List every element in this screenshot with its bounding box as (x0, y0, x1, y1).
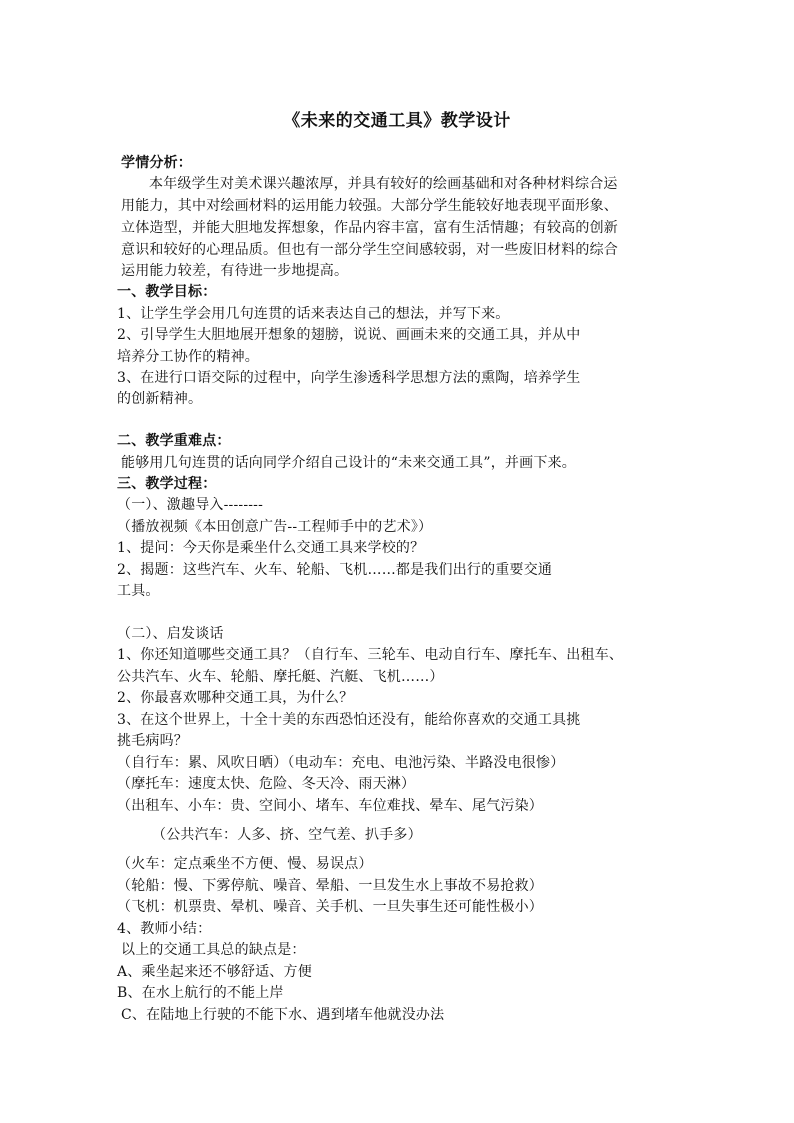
paragraph-line: 2、引导学生大胆地展开想象的翅膀，说说、画画未来的交通工具，并从中 (117, 327, 581, 343)
paragraph-line: （火车：定点乘坐不方便、慢、易误点） (117, 856, 373, 872)
paragraph-line: A、乘坐起来还不够舒适、方便 (117, 964, 312, 980)
paragraph-line: （自行车：累、风吹日晒）（电动车：充电、电池污染、半路没电很惨） (117, 755, 565, 771)
paragraph-line: （摩托车：速度太快、危险、冬天冷、雨天淋） (117, 776, 416, 792)
paragraph-line: C、在陆地上行驶的不能下水、遇到堵车他就没办法 (121, 1007, 445, 1023)
paragraph-line: 公共汽车、火车、轮船、摩托艇、汽艇、飞机……） (117, 669, 444, 685)
paragraph-line: （轮船：慢、下雾停航、噪音、晕船、一旦发生水上事故不易抢救） (117, 878, 543, 894)
paragraph-line: B、在水上航行的不能上岸 (117, 985, 284, 1001)
paragraph-line: 用能力，其中对绘画材料的运用能力较强。大部分学生能较好地表现平面形象、 (121, 198, 618, 214)
section-heading: 学情分析： (121, 155, 192, 171)
paragraph-line: 1、让学生学会用几句连贯的话来表达自己的想法，并写下来。 (117, 306, 510, 322)
paragraph-line: 能够用几句连贯的话向同学介绍自己设计的“未来交通工具”，并画下来。 (121, 455, 576, 471)
paragraph-line: 以上的交通工具总的缺点是： (121, 942, 306, 958)
paragraph-line: （公共汽车：人多、挤、空气差、扒手多） (152, 827, 422, 843)
paragraph-line: 2、揭题：这些汽车、火车、轮船、飞机……都是我们出行的重要交通 (117, 562, 553, 578)
paragraph-line: 1、你还知道哪些交通工具？（自行车、三轮车、电动自行车、摩托车、出租车、 (117, 647, 624, 663)
paragraph-line: 的创新精神。 (117, 391, 203, 407)
paragraph-line: 4、教师小结： (117, 921, 212, 937)
paragraph-line: 意识和较好的心理品质。但也有一部分学生空间感较弱，对一些废旧材料的综合 (121, 242, 618, 258)
paragraph-line: 3、在进行口语交际的过程中，向学生渗透科学思想方法的熏陶，培养学生 (117, 370, 581, 386)
paragraph-line: 立体造型，并能大胆地发挥想象，作品内容丰富，富有生活情趣；有较高的创新 (121, 220, 618, 236)
section-heading: 二、教学重难点： (117, 433, 231, 449)
paragraph-line: （播放视频《本田创意广告--工程师手中的艺术》） (117, 519, 433, 535)
section-heading: 三、教学过程： (117, 476, 217, 492)
paragraph-line: （飞机：机票贵、晕机、噪音、关手机、一旦失事生还可能性极小） (117, 899, 543, 915)
paragraph-line: 挑毛病吗？ (117, 733, 188, 749)
paragraph-line: 本年级学生对美术课兴趣浓厚，并具有较好的绘画基础和对各种材料综合运 (149, 176, 618, 192)
paragraph-line: （一）、激趣导入-------- (117, 497, 264, 513)
document-title: 《未来的交通工具》教学设计 (283, 111, 511, 131)
paragraph-line: 运用能力较差，有待进一步地提高。 (121, 263, 349, 279)
paragraph-line: （出租车、小车：贵、空间小、堵车、车位难找、晕车、尾气污染） (117, 798, 543, 814)
paragraph-line: 3、在这个世界上，十全十美的东西恐怕还没有，能给你喜欢的交通工具挑 (117, 712, 581, 728)
paragraph-line: 工具。 (117, 583, 160, 599)
paragraph-line: （二）、启发谈话 (117, 626, 224, 642)
paragraph-line: 2、你最喜欢哪种交通工具，为什么？ (117, 690, 354, 706)
paragraph-line: 培养分工协作的精神。 (117, 349, 259, 365)
section-heading: 一、教学目标： (117, 284, 217, 300)
paragraph-line: 1、提问：今天你是乘坐什么交通工具来学校的？ (117, 540, 425, 556)
